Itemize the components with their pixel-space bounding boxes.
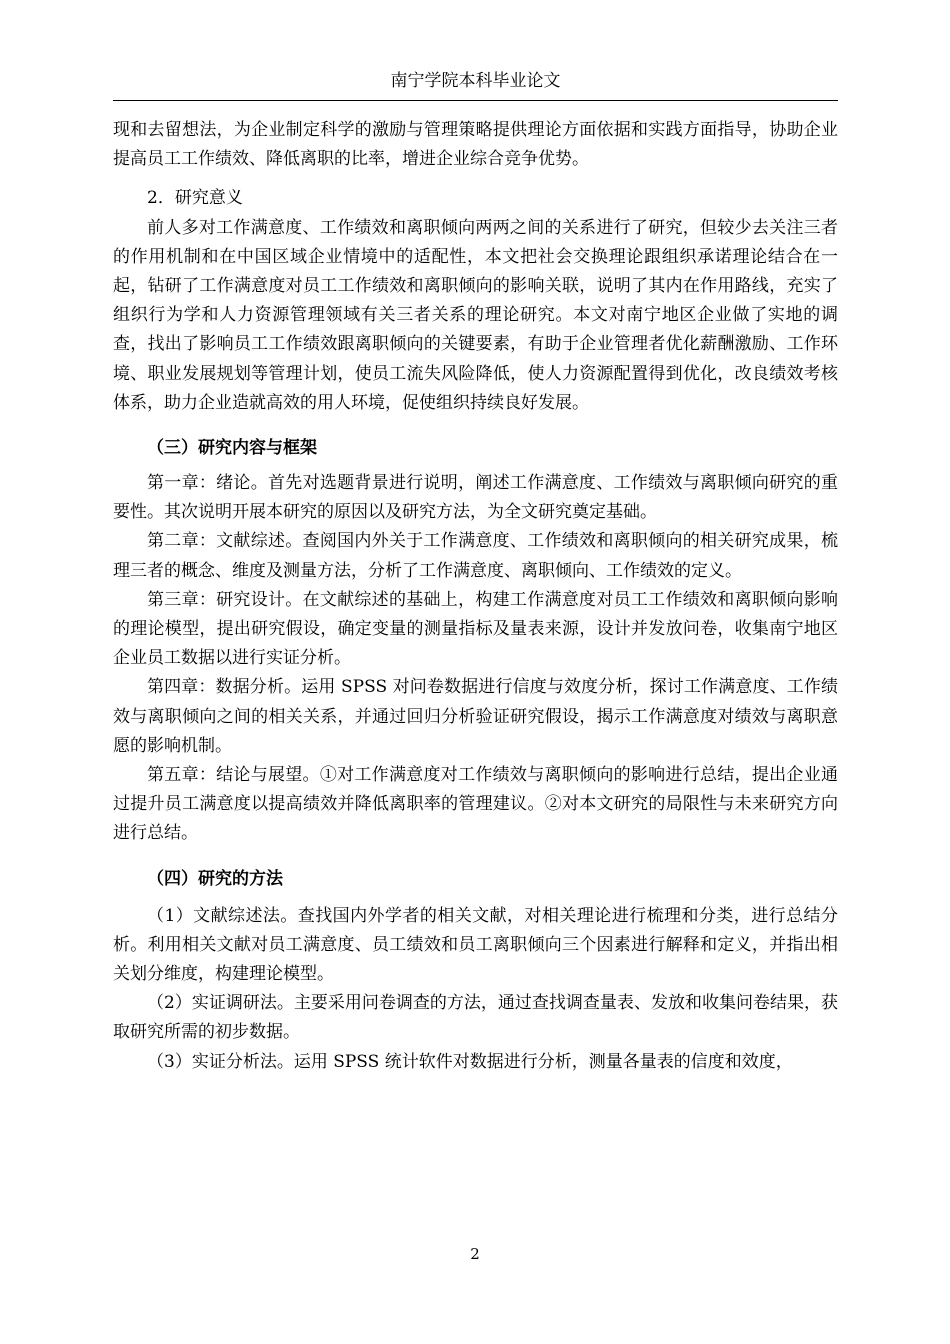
paragraph-method-empirical-analysis: （3）实证分析法。运用 SPSS 统计软件对数据进行分析，测量各量表的信度和效度， — [147, 1051, 793, 1072]
section-heading-research-methods: （四）研究的方法 — [147, 868, 283, 889]
document-body — [113, 116, 838, 1077]
paragraph-chapter-4: 第四章：数据分析。运用 SPSS 对问卷数据进行信度与效度分析，探讨工作满意度、工作绩效与离职倾向之间的相关关系，并通过回归分析验证研究假设，揭示工作满意度对绩效与离职意愿的影响机制。 — [113, 677, 838, 756]
subheading-research-significance: 2．研究意义 — [147, 188, 243, 209]
paragraph-chapter-5: 第五章：结论与展望。①对工作满意度对工作绩效与离职倾向的影响进行总结，提出企业通过提升员工满意度以提高绩效并降低离职率的管理建议。②对本文研究的局限性与未来研究方向进行总结。 — [113, 765, 838, 844]
paragraph-method-empirical-survey: （2）实证调研法。主要采用问卷调查的方法，通过查找调查量表、发放和收集问卷结果，获取研究所需的初步数据。 — [113, 993, 838, 1043]
section-heading-content-framework: （三）研究内容与框架 — [147, 438, 317, 459]
page-number: 2 — [470, 1245, 480, 1263]
header-title: 南宁学院本科毕业论文 — [390, 71, 561, 91]
paragraph-continued: 现和去留想法，为企业制定科学的激励与管理策略提供理论方面依据和实践方面指导，协助企业提高员工工作绩效、降低离职的比率，增进企业综合竞争优势。 — [113, 120, 838, 170]
paragraph-research-significance: 前人多对工作满意度、工作绩效和离职倾向两两之间的关系进行了研究，但较少去关注三者的作用机制和在中国区域企业情境中的适配性，本文把社会交换理论跟组织承诺理论结合在一起，钻研了工作满意度对员工工作绩效和离职倾向的影响关联，说明了其内在作用路线，充实了组织行为学和人力资源管理领域有关三者关系的理论研究。本文对南宁地区企业做了实地的调查，找出了影响员工工作绩效跟离职倾向的关键要素，有助于企业管理者优化薪酬激励、工作环境、职业发展规划等管理计划，使员工流失风险降低，使人力资源配置得到优化，改良绩效考核体系，助力企业造就高效的用人环境，促使组织持续良好发展。 — [113, 217, 838, 413]
paragraph-method-literature-review: （1）文献综述法。查找国内外学者的相关文献，对相关理论进行梳理和分类，进行总结分析。利用相关文献对员工满意度、员工绩效和员工离职倾向三个因素进行解释和定义，并指出相关划分维度，构建理论模型。 — [113, 905, 838, 985]
paragraph-chapter-3: 第三章：研究设计。在文献综述的基础上，构建工作满意度对员工工作绩效和离职倾向影响的理论模型，提出研究假设，确定变量的测量指标及量表来源，设计并发放问卷，收集南宁地区企业员工数据以进行实证分析。 — [113, 589, 838, 669]
page-footer — [0, 1244, 950, 1264]
paragraph-chapter-2: 第二章：文献综述。查阅国内外关于工作满意度、工作绩效和离职倾向的相关研究成果，梳理三者的概念、维度及测量方法，分析了工作满意度、离职倾向、工作绩效的定义。 — [113, 531, 838, 581]
paragraph-chapter-1: 第一章：绪论。首先对选题背景进行说明，阐述工作满意度、工作绩效与离职倾向研究的重要性。其次说明开展本研究的原因以及研究方法，为全文研究奠定基础。 — [113, 473, 838, 523]
page-header — [113, 62, 838, 101]
